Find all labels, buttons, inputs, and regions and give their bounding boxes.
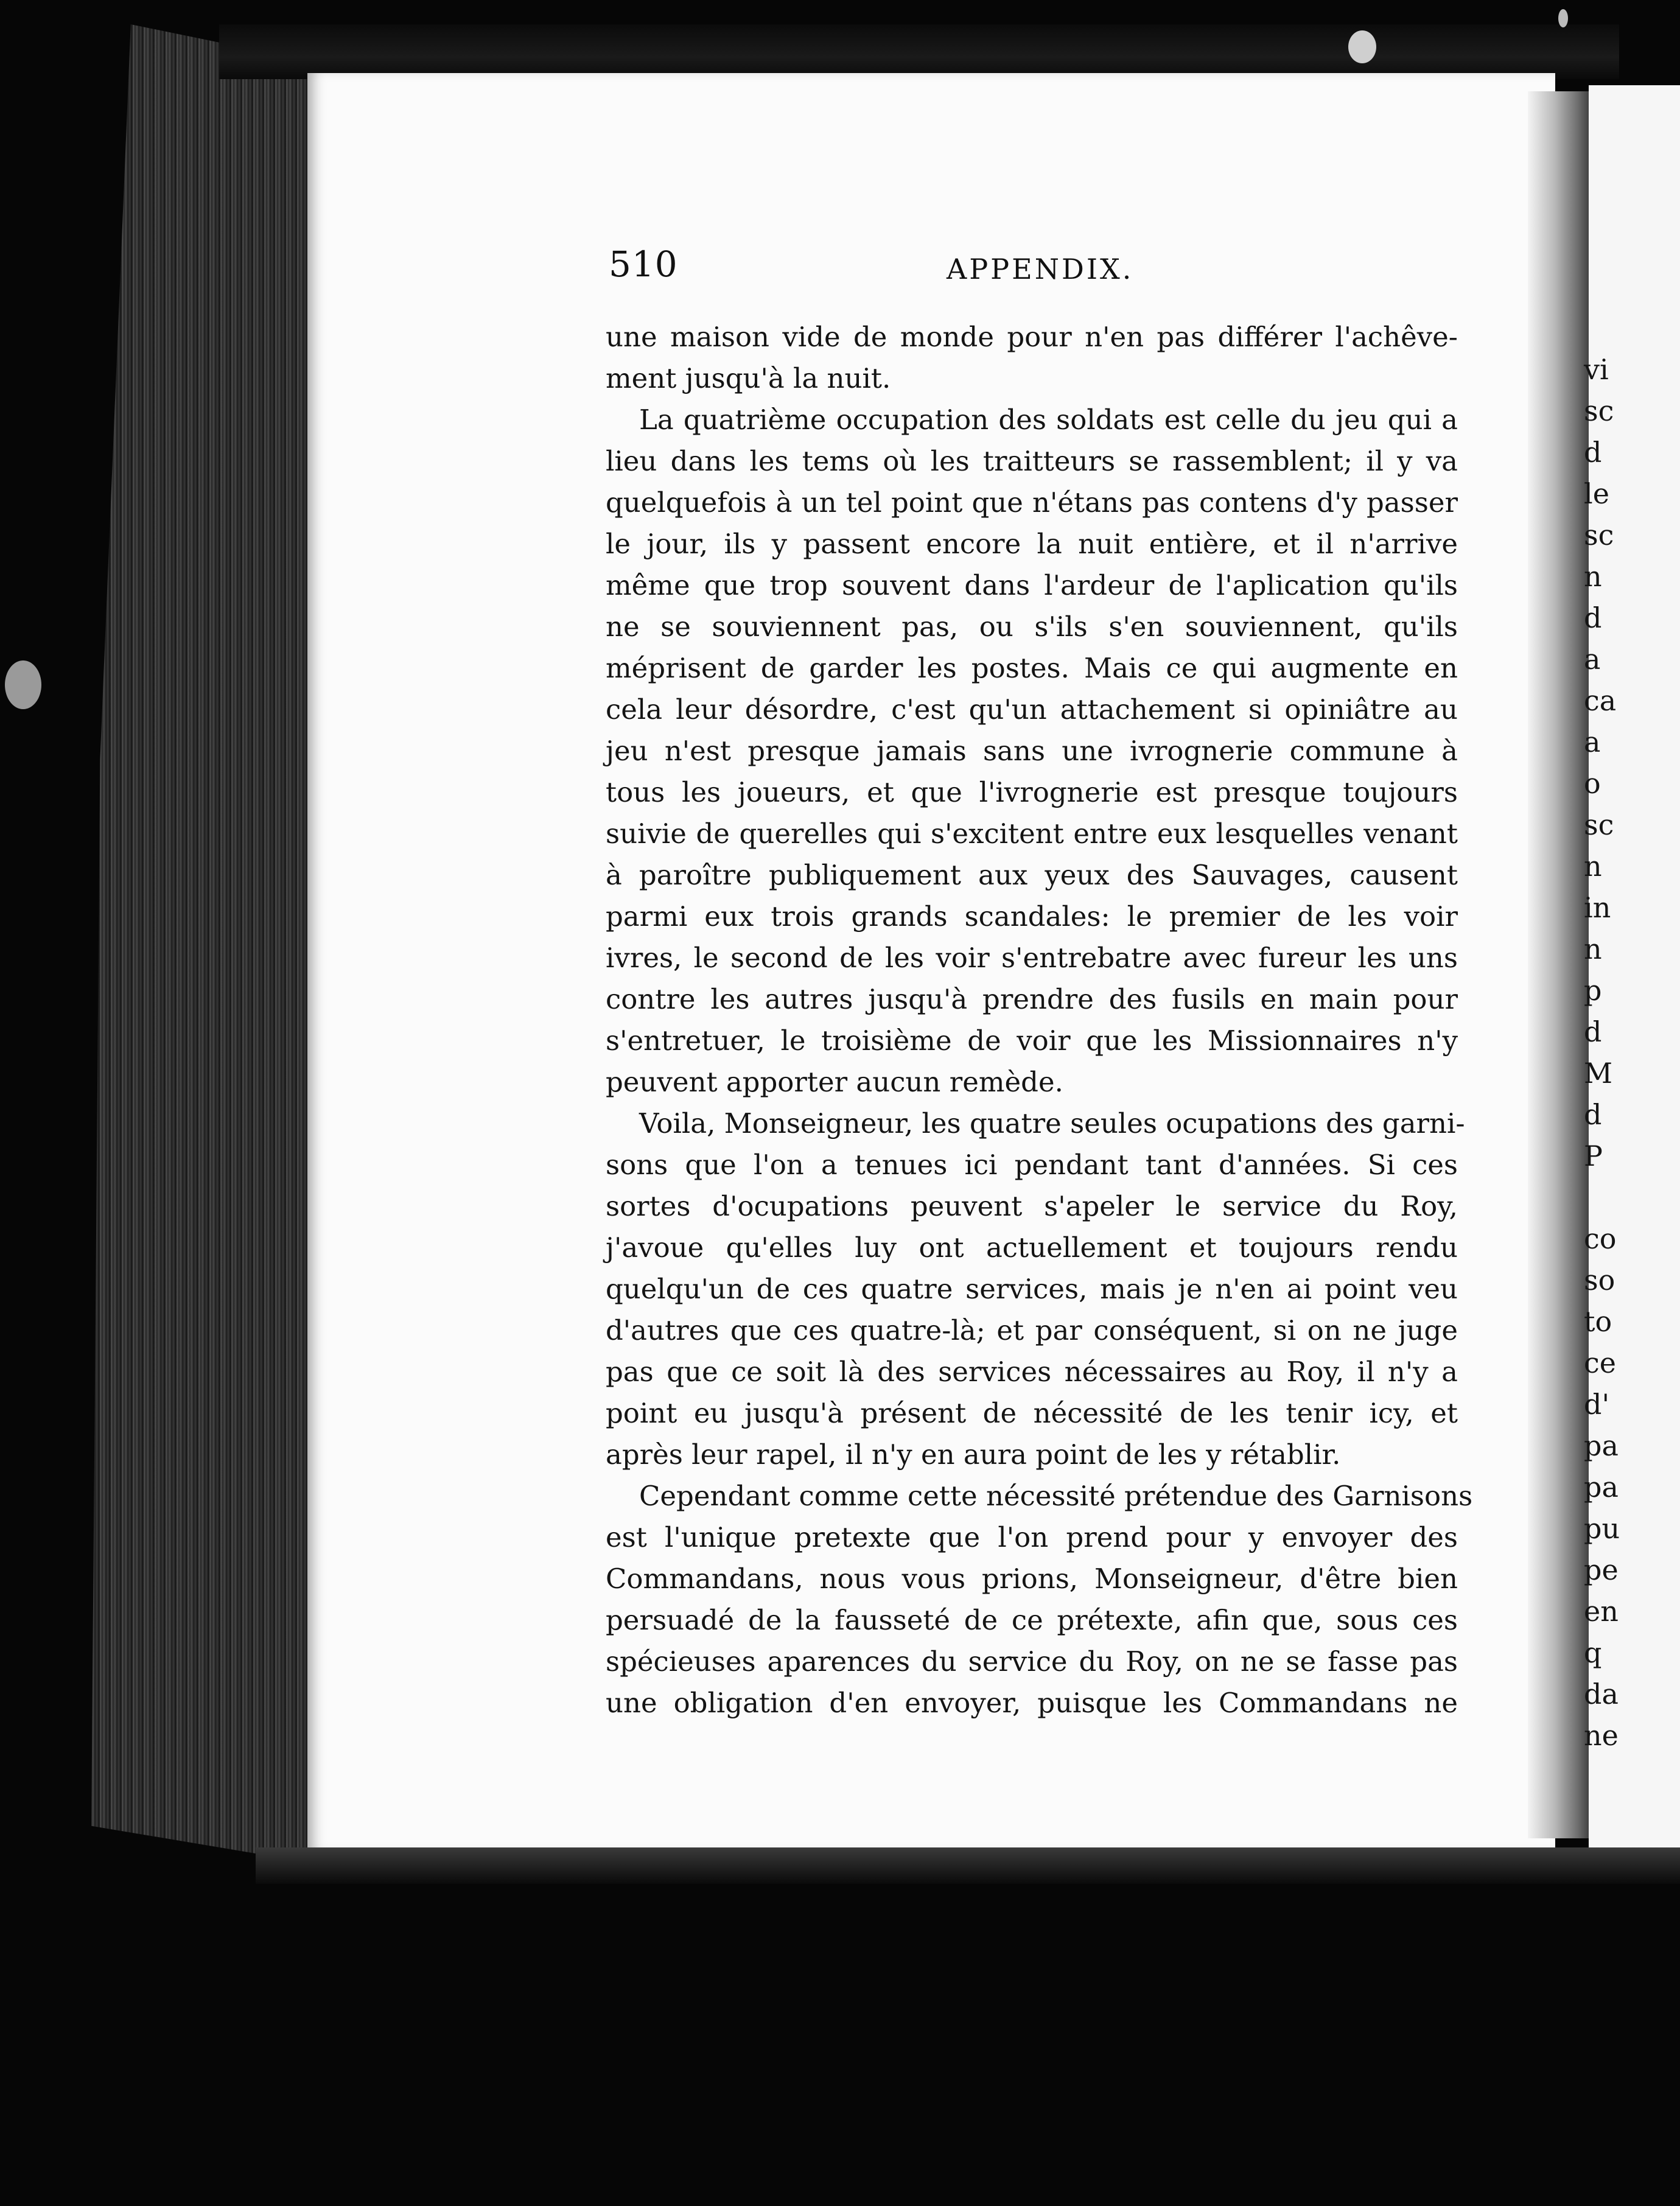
facing-page-fragment: da	[1584, 1678, 1619, 1711]
facing-page-fragment: d	[1584, 436, 1602, 469]
text-line: Commandans, nous vous prions, Monseigneur, d'être bien	[606, 1563, 1458, 1595]
text-line: contre les autres jusqu'à prendre des fusils en main pour	[606, 983, 1458, 1015]
scan-speck	[1348, 30, 1376, 63]
text-line: une obligation d'en envoyer, puisque les Commandans ne	[606, 1687, 1458, 1719]
facing-page-sliver	[1584, 85, 1680, 1863]
text-line: lieu dans les tems où les traitteurs se rassemblent; il y va	[606, 445, 1458, 477]
facing-page-fragment: le	[1584, 477, 1609, 510]
facing-page-fragment: d	[1584, 1015, 1602, 1048]
facing-page-fragment: d	[1584, 1098, 1602, 1131]
facing-page-fragment: co	[1584, 1222, 1617, 1255]
facing-page-fragment: d'	[1584, 1388, 1610, 1421]
facing-page-fragment: so	[1584, 1264, 1615, 1297]
text-line: Voila, Monseigneur, les quatre seules ocupations des garni-	[639, 1107, 1465, 1140]
facing-page-fragment: d	[1584, 601, 1602, 634]
facing-page-fragment: sc	[1584, 808, 1614, 841]
scan-speck	[1558, 9, 1568, 27]
facing-page-fragment: ce	[1584, 1346, 1616, 1379]
facing-page-fragment: a	[1584, 643, 1601, 676]
facing-page-fragment: pa	[1584, 1429, 1619, 1462]
facing-page-fragment: p	[1584, 974, 1602, 1007]
text-line: le jour, ils y passent encore la nuit entière, et il n'arrive	[606, 528, 1458, 560]
facing-page-fragment: n	[1584, 933, 1602, 965]
text-line: La quatrième occupation des soldats est celle du jeu qui a	[639, 404, 1458, 436]
text-line: même que trop souvent dans l'ardeur de l'aplication qu'ils	[606, 569, 1458, 601]
facing-page-fragment: a	[1584, 726, 1601, 758]
text-line: quelqu'un de ces quatre services, mais je n'en ai point veu	[606, 1273, 1458, 1305]
bottom-shadow-band	[256, 1847, 1680, 1884]
book-page-edge	[91, 24, 310, 1863]
text-line: tous les joueurs, et que l'ivrognerie est presque toujours	[606, 776, 1458, 808]
facing-page-fragment: n	[1584, 560, 1602, 593]
text-line: cela leur désordre, c'est qu'un attachement si opiniâtre au	[606, 693, 1458, 726]
text-line: sortes d'ocupations peuvent s'apeler le service du Roy,	[606, 1190, 1458, 1222]
text-line: s'entretuer, le troisième de voir que les Missionnaires n'y	[606, 1024, 1458, 1057]
facing-page-fragment: to	[1584, 1305, 1612, 1338]
text-line: Cependant comme cette nécessité prétendue des Garnisons	[639, 1480, 1473, 1512]
text-line: persuadé de la fausseté de ce prétexte, afin que, sous ces	[606, 1604, 1458, 1636]
running-title: APPENDIX.	[947, 253, 1134, 285]
facing-page-fragment: n	[1584, 850, 1602, 883]
facing-page-fragment: in	[1584, 891, 1611, 924]
facing-page-fragment: M	[1584, 1057, 1613, 1090]
facing-page-fragment: pu	[1584, 1512, 1620, 1545]
text-line: ne se souviennent pas, ou s'ils s'en souviennent, qu'ils	[606, 611, 1458, 643]
text-line: j'avoue qu'elles luy ont actuellement et toujours rendu	[606, 1231, 1458, 1264]
facing-page-fragment: P	[1584, 1140, 1603, 1172]
facing-page-fragment: ne	[1584, 1719, 1619, 1752]
text-line: après leur rapel, il n'y en aura point de les y rétablir.	[606, 1438, 1341, 1471]
facing-page-fragment: sc	[1584, 394, 1614, 427]
text-line: méprisent de garder les postes. Mais ce qui augmente en	[606, 652, 1458, 684]
text-line: spécieuses aparences du service du Roy, on ne se fasse pas	[606, 1645, 1458, 1678]
text-line: suivie de querelles qui s'excitent entre eux lesquelles venant	[606, 818, 1458, 850]
text-line: quelquefois à un tel point que n'étans pas contens d'y passer	[606, 486, 1458, 519]
body-text	[606, 317, 1473, 1724]
text-line: à paroître publiquement aux yeux des Sauvages, causent	[606, 859, 1458, 891]
text-line: d'autres que ces quatre-là; et par conséquent, si on ne juge	[606, 1314, 1458, 1346]
scan-speck	[5, 660, 41, 709]
top-shadow-band	[219, 24, 1619, 79]
facing-page-fragment: vi	[1584, 353, 1609, 386]
text-line: sons que l'on a tenues ici pendant tant d'années. Si ces	[606, 1149, 1458, 1181]
text-line: ivres, le second de les voir s'entrebatre avec fureur les uns	[606, 942, 1458, 974]
text-line: peuvent apporter aucun remède.	[606, 1066, 1063, 1098]
page-number: 510	[609, 243, 678, 285]
text-line: jeu n'est presque jamais sans une ivrognerie commune à	[606, 735, 1458, 767]
text-line: pas que ce soit là des services nécessaires au Roy, il n'y a	[606, 1356, 1458, 1388]
facing-page-fragment: en	[1584, 1595, 1619, 1628]
text-line: est l'unique pretexte que l'on prend pour y envoyer des	[606, 1521, 1458, 1553]
facing-page-fragment: pa	[1584, 1471, 1619, 1504]
facing-page-fragment: ca	[1584, 684, 1617, 717]
facing-page-fragment: pe	[1584, 1553, 1619, 1586]
facing-page-fragment: sc	[1584, 519, 1614, 552]
text-line: une maison vide de monde pour n'en pas différer l'achêve-	[606, 321, 1458, 353]
text-line: ment jusqu'à la nuit.	[606, 362, 891, 394]
text-line: parmi eux trois grands scandales: le premier de les voir	[606, 900, 1458, 933]
facing-page-fragment: q	[1584, 1636, 1602, 1669]
text-line: point eu jusqu'à présent de nécessité de les tenir icy, et	[606, 1397, 1458, 1429]
facing-page-fragment: o	[1584, 767, 1601, 800]
